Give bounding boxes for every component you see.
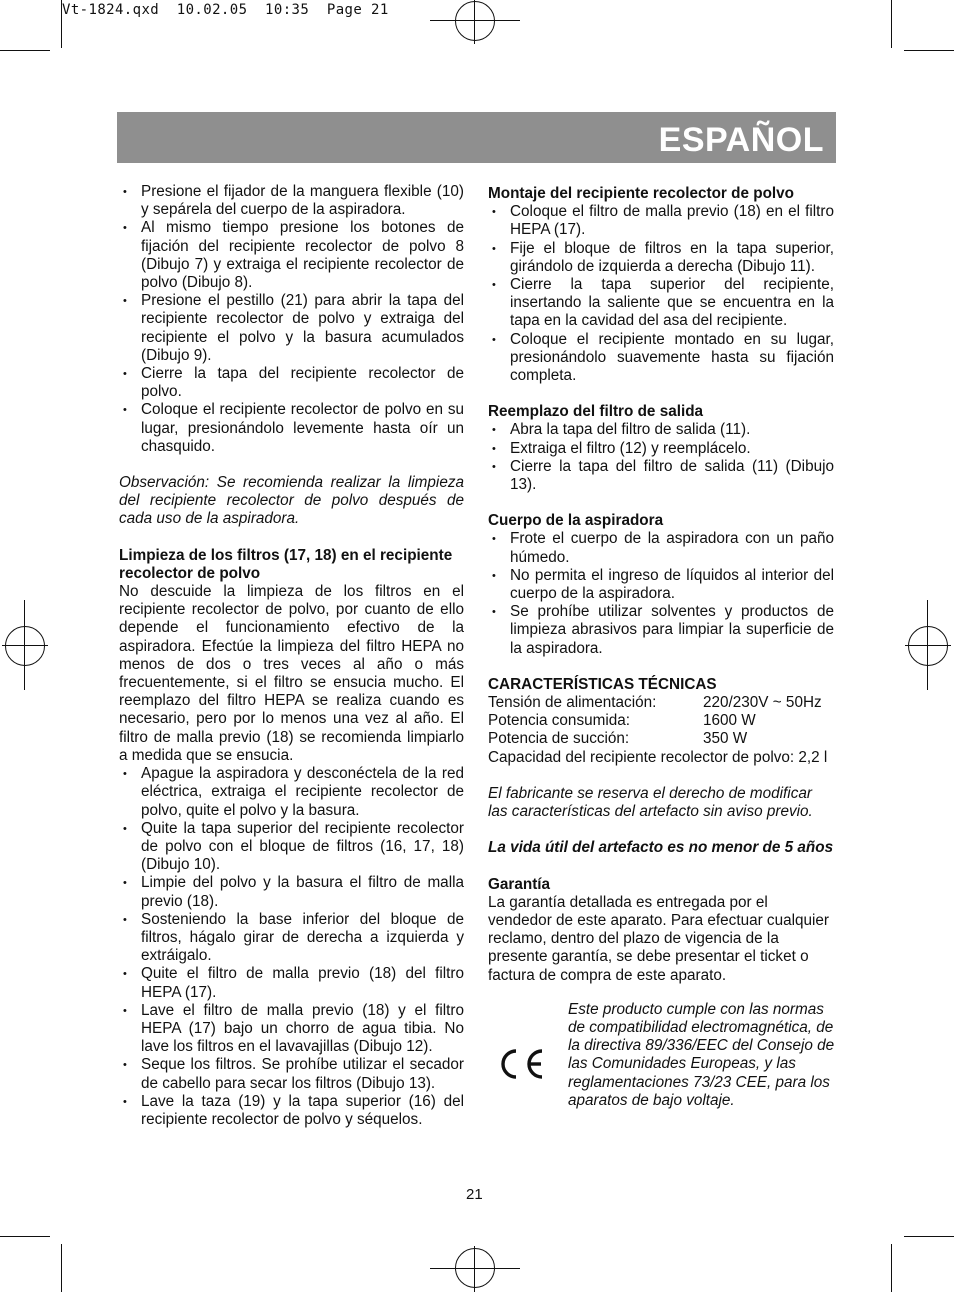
bullet-item: • Quite la tapa superior del recipiente recolector de polvo con el bloque de filtros (16, 17, 18) (Dibujo 10). — [119, 820, 464, 875]
lifetime-note: La vida útil del artefacto es no menor de 5 años — [488, 839, 834, 857]
spec-label: Potencia de succión: — [488, 730, 630, 748]
spec-value: 220/230V ~ 50Hz — [703, 694, 822, 712]
bullet-item: • Abra la tapa del filtro de salida (11). — [488, 421, 834, 439]
bullet-item: • Cierre la tapa del recipiente recolector de polvo. — [119, 365, 464, 401]
language-banner — [117, 112, 836, 163]
observation-note: Observación: Se recomienda realizar la limpieza del recipiente recolector de polvo después de cada uso de la aspiradora. — [119, 474, 464, 528]
crop-mark — [0, 50, 50, 51]
ce-mark-icon — [494, 1047, 546, 1081]
capacity-line: Capacidad del recipiente recolector de polvo: 2,2 l — [488, 748, 828, 766]
crop-mark — [891, 1244, 892, 1292]
warranty-heading: Garantía — [488, 875, 551, 893]
warranty-paragraph: La garantía detallada es entregada por el vendedor de este aparato. Para efectuar cualquier reclamo, dentro del plazo de vigencia de la presente garantía, se debe presentar el ticket o factura de compra de este aparato. — [488, 893, 830, 984]
crop-mark — [904, 1236, 954, 1237]
filter-cleaning-list — [119, 765, 464, 1129]
bullet-item: • Cierre la tapa del filtro de salida (11) (Dibujo 13). — [488, 458, 834, 494]
spec-row — [488, 730, 834, 748]
spec-row — [488, 712, 834, 730]
spec-value: 1600 W — [703, 712, 756, 730]
bullet-item: • Presione el fijador de la manguera flexible (10) y sepárela del cuerpo de la aspiradora. — [119, 183, 464, 219]
crop-mark — [891, 0, 892, 48]
manufacturer-note: El fabricante se reserva el derecho de modificar las características del artefacto sin aviso previo. — [488, 784, 813, 821]
outlet-filter-heading: Reemplazo del filtro de salida — [488, 403, 704, 421]
spec-row — [488, 694, 834, 712]
disassembly-list — [119, 183, 464, 456]
assembly-list — [488, 203, 834, 385]
bullet-item: • Sosteniendo la base inferior del bloque de filtros, hágalo girar de derecha a izquierda y extráigalo. — [119, 911, 464, 966]
specs-table — [488, 694, 834, 749]
bullet-item: • Seque los filtros. Se prohíbe utilizar el secador de cabello para secar los filtros (Dibujo 13). — [119, 1056, 464, 1092]
crop-mark — [61, 1244, 62, 1292]
bullet-item: • Frote el cuerpo de la aspiradora con un paño húmedo. — [488, 530, 834, 566]
bullet-item: • Coloque el recipiente montado en su lugar, presionándolo suavemente hasta su fijación completa. — [488, 331, 834, 386]
page-title: ESPAÑOL — [658, 121, 824, 159]
bullet-item: • Cierre la tapa superior del recipiente, insertando la saliente que se encuentra en la tapa en la cavidad del asa del recipiente. — [488, 276, 834, 331]
spec-label: Tensión de alimentación: — [488, 694, 657, 712]
ce-statement: Este producto cumple con las normas de compatibilidad electromagnética, de la directiva 89/336/EEC del Consejo de las Comunidades Europeas, y las reglamentaciones 73/23 CEE, para los aparatos de bajo voltaje. — [568, 1000, 835, 1109]
body-care-list — [488, 530, 834, 657]
assembly-heading: Montaje del recipiente recolector de polvo — [488, 185, 795, 202]
bullet-item: • Al mismo tiempo presione los botones de fijación del recipiente recolector de polvo 8 (Dibujo 7) y extraiga el recipiente recolector de polvo (Dibujo 8). — [119, 219, 464, 292]
ce-compliance-block — [488, 1001, 834, 1129]
bullet-item: • Presione el pestillo (21) para abrir la tapa del recipiente recolector de polvo y extraiga del recipiente el polvo y la basura acumulados (Dibujo 9). — [119, 292, 464, 365]
bullet-item: • No permita el ingreso de líquidos al interior del cuerpo de la aspiradora. — [488, 567, 834, 603]
spec-value: 350 W — [703, 730, 748, 748]
bullet-item: • Fije el bloque de filtros en la tapa superior, girándolo de izquierda a derecha (Dibujo 11). — [488, 240, 834, 276]
body-heading: Cuerpo de la aspiradora — [488, 512, 664, 530]
file-slug: Vt-1824.qxd 10.02.05 10:35 Page 21 — [62, 2, 389, 18]
bullet-item: • Limpie del polvo y la basura el filtro de malla previo (18). — [119, 874, 464, 910]
filters-heading: Limpieza de los filtros (17, 18) en el recipiente recolector de polvo — [119, 546, 453, 582]
filters-paragraph: No descuide la limpieza de los filtros en el recipiente recolector de polvo, por cuanto de ello depende el funcionamiento efectivo de la aspiradora. Efectúe la limpieza del filtro HEPA no menos de dos o tres veces al año o más frecuentemente, si el filtro se ensucia mucho. El reemplazo del filtro HEPA se realiza cuando es necesario, pero por lo menos una vez al año. El filtro de malla previo (18) se recomienda limpiarlo a medida que se ensucia. — [119, 583, 464, 764]
bullet-item: • Lave el filtro de malla previo (18) y el filtro HEPA (17) bajo un chorro de agua tibia. No lave los filtros en el lavavajillas (Dibujo 12). — [119, 1002, 464, 1057]
bullet-item: • Se prohíbe utilizar solventes y productos de limpieza abrasivos para limpiar la superficie de la aspiradora. — [488, 603, 834, 658]
spec-label: Potencia consumida: — [488, 712, 631, 730]
specs-heading: CARACTERÍSTICAS TÉCNICAS — [488, 675, 717, 693]
crop-mark — [904, 50, 954, 51]
outlet-filter-list — [488, 421, 834, 494]
crop-mark — [0, 1236, 50, 1237]
left-column — [119, 183, 464, 1129]
bullet-item: • Lave la taza (19) y la tapa superior (16) del recipiente recolector de polvo y séquelos. — [119, 1093, 464, 1129]
bullet-item: • Coloque el recipiente recolector de polvo en su lugar, presionándolo levemente hasta oír un chasquido. — [119, 401, 464, 456]
bullet-item: • Quite el filtro de malla previo (18) del filtro HEPA (17). — [119, 965, 464, 1001]
bullet-item: • Apague la aspiradora y desconéctela de la red eléctrica, extraiga el recipiente recolector de polvo, quite el polvo y la basura. — [119, 765, 464, 820]
bullet-item: • Extraiga el filtro (12) y reemplácelo. — [488, 440, 834, 458]
bullet-item: • Coloque el filtro de malla previo (18) en el filtro HEPA (17). — [488, 203, 834, 239]
page-number: 21 — [466, 1186, 483, 1203]
right-column — [488, 185, 834, 1129]
